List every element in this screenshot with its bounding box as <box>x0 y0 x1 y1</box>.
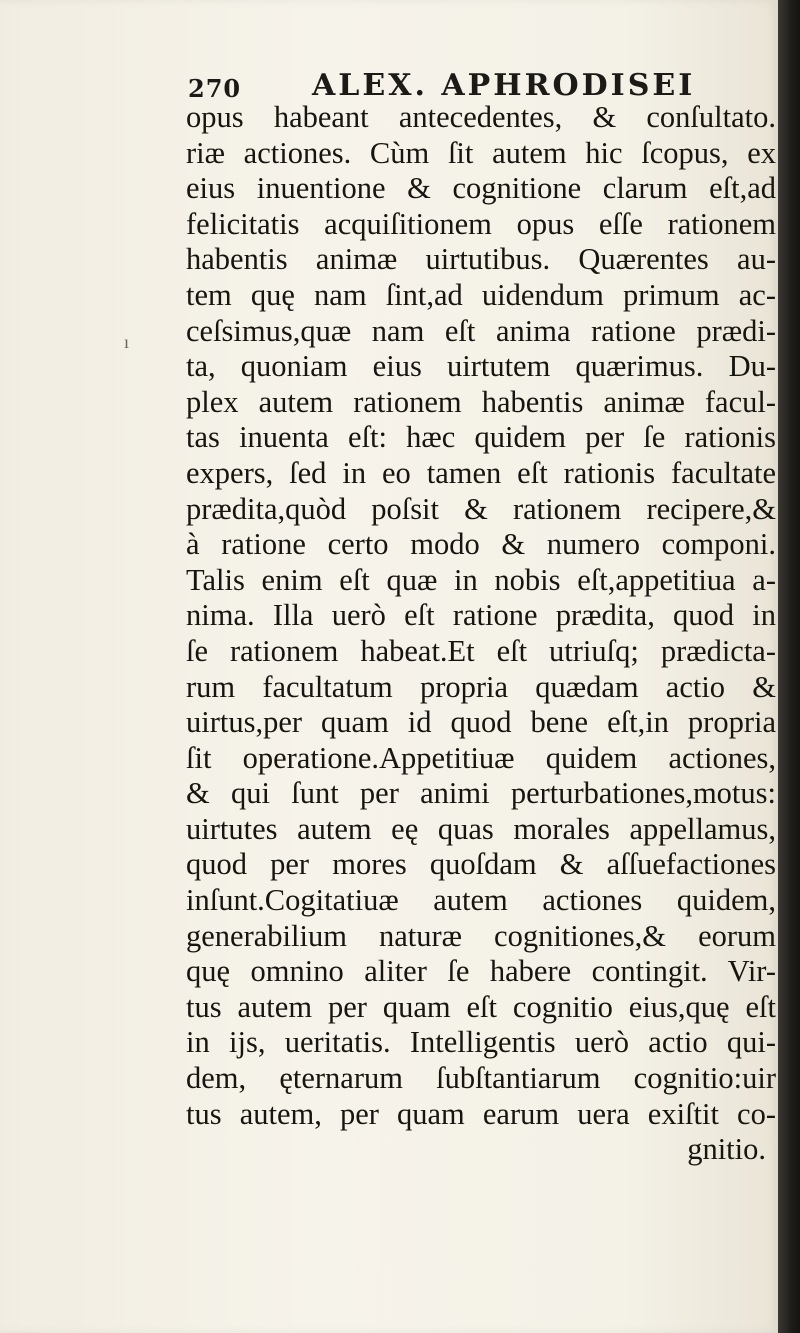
text-line: quę omnino aliter ſe habere contingit. Vir- <box>186 954 776 989</box>
text-line: uirtus,per quam id quod bene eſt,in propria <box>186 705 776 740</box>
text-line: rum facultatum propria quædam actio & <box>186 669 776 704</box>
text-line: expers, ſed in eo tamen eſt rationis facultate <box>186 455 776 490</box>
text-line: in ijs, ueritatis. Intelligentis uerò actio qui- <box>186 1025 776 1060</box>
text-line: tus autem, per quam earum uera exiſtit co- <box>186 1096 776 1131</box>
binding-gutter <box>778 0 800 1333</box>
text-line: tem quę nam ſint,ad uidendum primum ac- <box>186 277 776 312</box>
text-line: ta, quoniam eius uirtutem quærimus. Du- <box>186 349 776 384</box>
text-line: ſe rationem habeat.Et eſt utriuſq; prædicta- <box>186 633 776 668</box>
text-line: dem, ęternarum ſubſtantiarum cognitio:uir <box>186 1061 776 1096</box>
text-line: generabilium naturæ cognitiones,& eorum <box>186 918 776 953</box>
text-line: habentis animæ uirtutibus. Quærentes au- <box>186 242 776 277</box>
text-line: tas inuenta eſt: hæc quidem per ſe rationis <box>186 420 776 455</box>
text-line: Talis enim eſt quæ in nobis eſt,appetitiua a- <box>186 562 776 597</box>
page-number: 270 <box>188 74 242 103</box>
body-text <box>186 100 776 1168</box>
margin-mark: ı <box>124 332 130 352</box>
text-line: nima. Illa uerò eſt ratione prædita, quod in <box>186 598 776 633</box>
text-line: quod per mores quoſdam & aſſuefactiones <box>186 847 776 882</box>
text-line: riæ actiones. Cùm ſit autem hic ſcopus, ex <box>186 135 776 170</box>
text-line: felicitatis acquiſitionem opus eſſe rationem <box>186 206 776 241</box>
text-line: tus autem per quam eſt cognitio eius,quę eſt <box>186 989 776 1024</box>
text-line: uirtutes autem eę quas morales appellamus, <box>186 811 776 846</box>
text-line: ceſsimus,quæ nam eſt anima ratione prædi- <box>186 313 776 348</box>
text-line: gnitio. <box>687 1132 766 1167</box>
text-line: prædita,quòd poſsit & rationem recipere,& <box>186 491 776 526</box>
text-line: plex autem rationem habentis animæ facul- <box>186 384 776 419</box>
text-line: eius inuentione & cognitione clarum eſt,ad <box>186 171 776 206</box>
running-title: ALEX. APHRODISEI <box>312 68 696 103</box>
text-line: inſunt.Cogitatiuæ autem actiones quidem, <box>186 883 776 918</box>
text-line: & qui ſunt per animi perturbationes,motus: <box>186 776 776 811</box>
text-line: ſit operatione.Appetitiuæ quidem actiones, <box>186 740 776 775</box>
text-line: à ratione certo modo & numero componi. <box>186 527 776 562</box>
text-line: opus habeant antecedentes, & conſultato. <box>186 100 776 134</box>
